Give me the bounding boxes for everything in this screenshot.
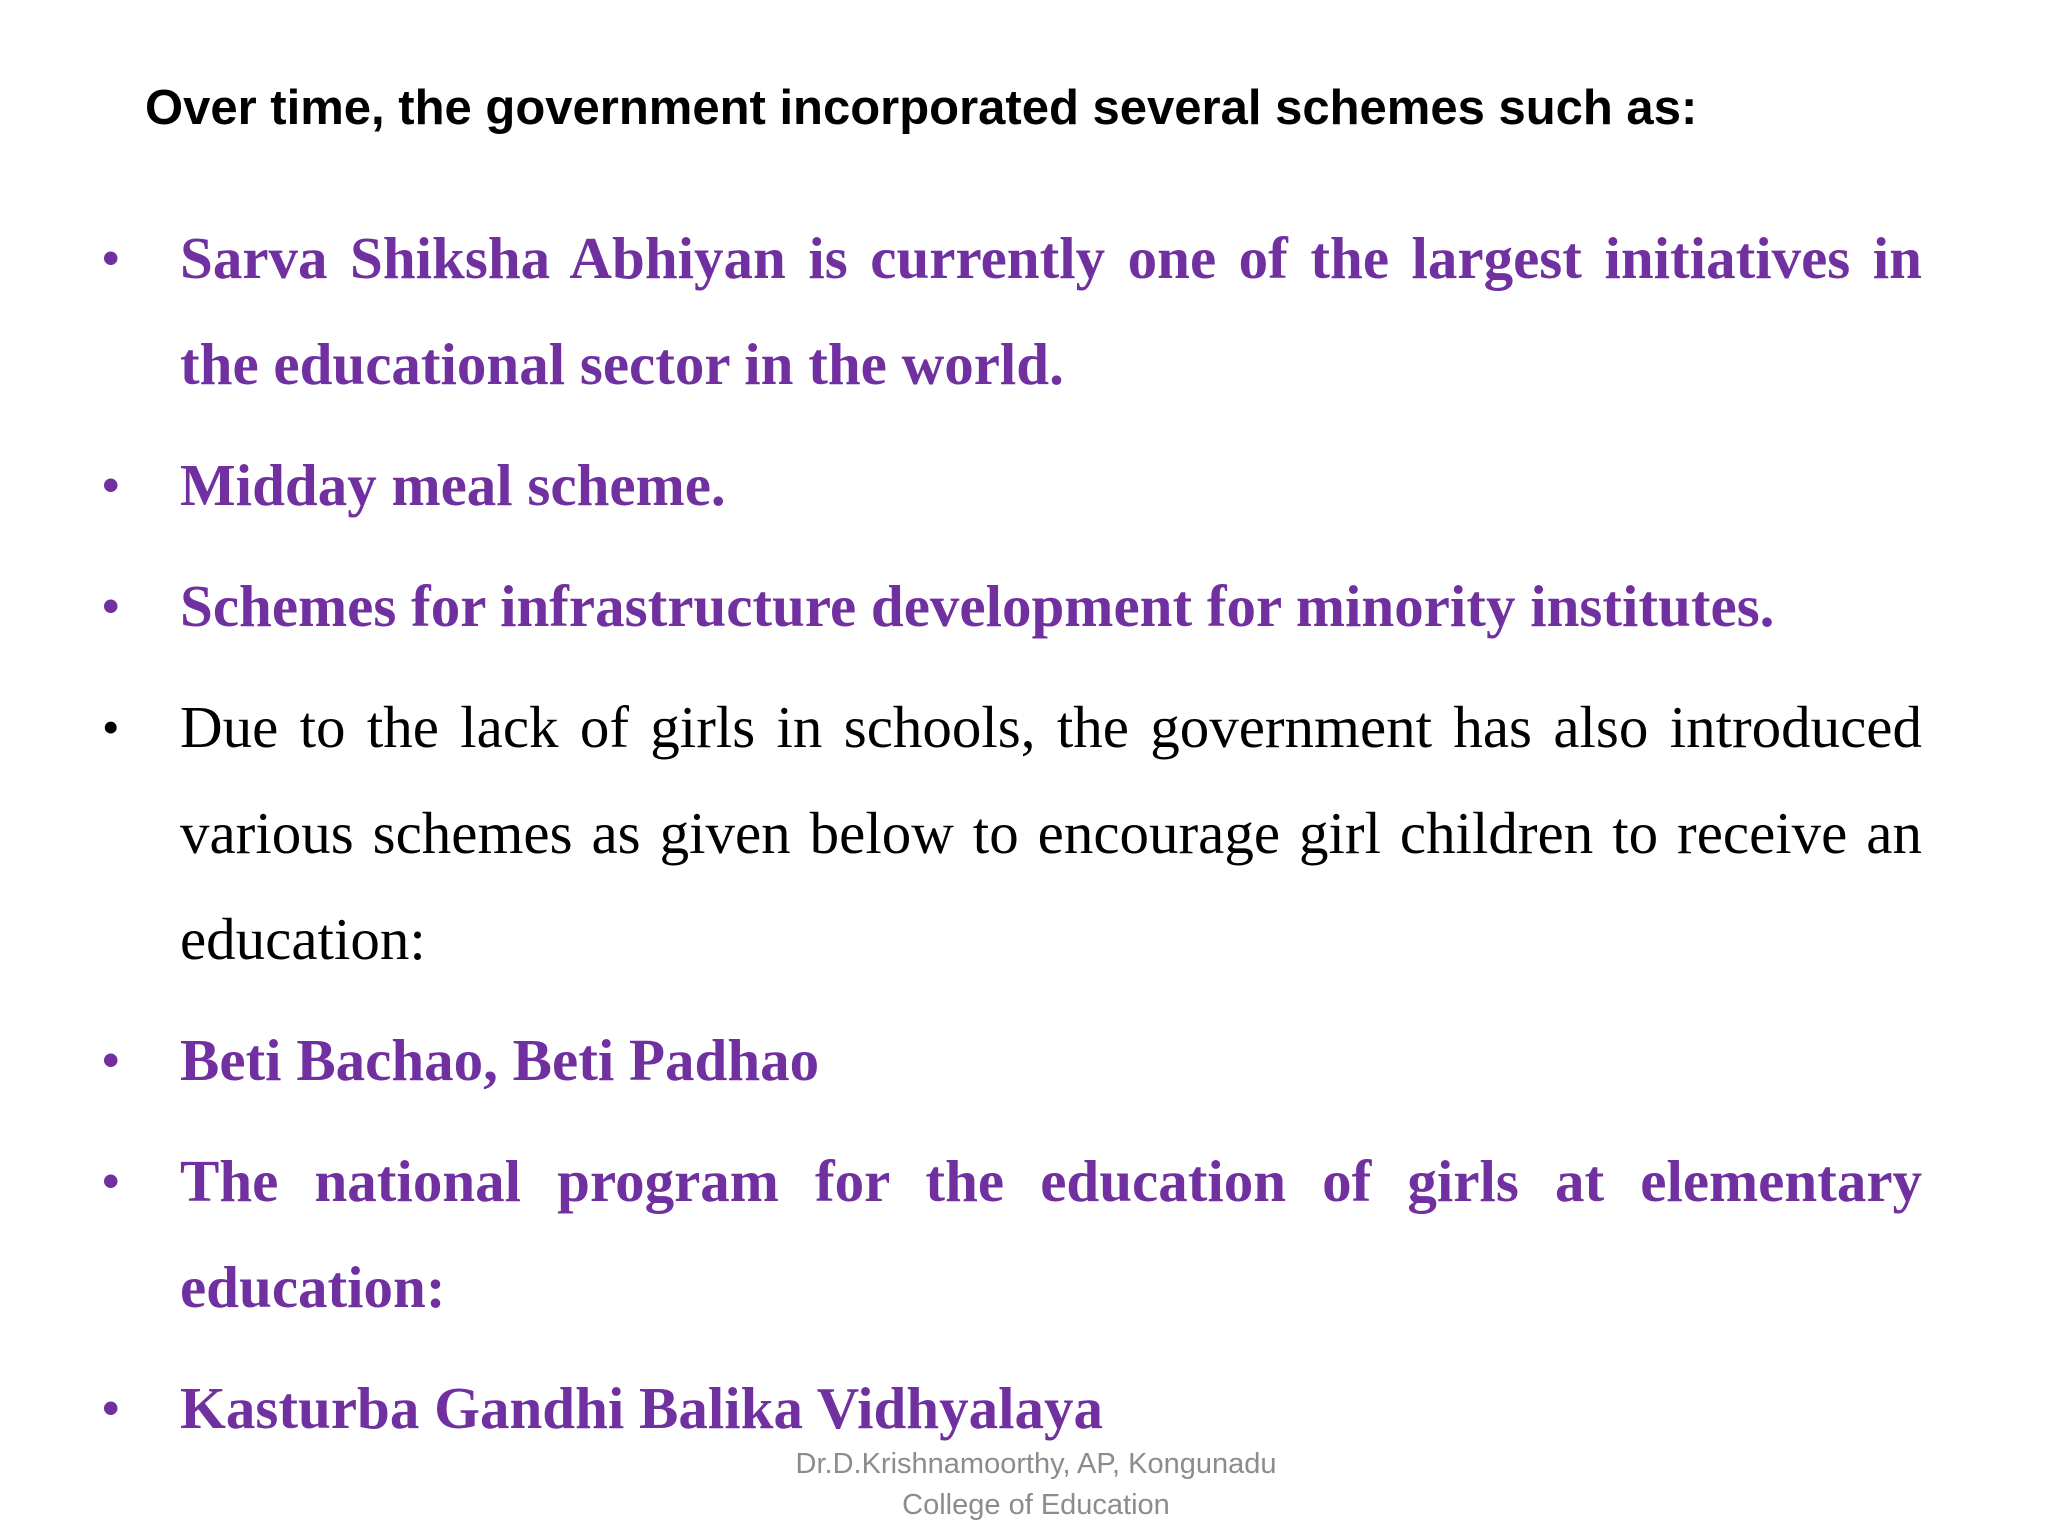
list-item-beti-bachao [100, 1007, 1922, 1113]
bullet-icon: • [102, 1380, 120, 1436]
list-item-text: Kasturba Gandhi Balika Vidhyalaya [180, 1375, 1103, 1441]
list-item-sarva-shiksha-abhiyan [100, 205, 1922, 417]
list-item-girls-education-intro [100, 674, 1922, 992]
bullet-icon: • [102, 578, 120, 634]
list-item-text: Midday meal scheme. [180, 452, 726, 518]
slide-footer [736, 1444, 1336, 1526]
slide-heading: Over time, the government incorporated several schemes such as: [145, 81, 1698, 135]
list-item-infrastructure-schemes [100, 553, 1922, 659]
list-item-text: Beti Bachao, Beti Padhao [180, 1027, 820, 1093]
list-item-midday-meal [100, 432, 1922, 538]
bullet-icon: • [102, 1153, 120, 1209]
footer-line-author: Dr.D.Krishnamoorthy, AP, Kongunadu [795, 1448, 1277, 1480]
list-item-text: The national program for the education of girls at elementary education: [180, 1148, 1922, 1320]
bullet-list [100, 205, 1922, 1476]
list-item-text: Due to the lack of girls in schools, the government has also introduced various schemes as given below to encourage girl children to receive an education: [180, 694, 1922, 972]
bullet-icon: • [102, 699, 120, 755]
list-item-text: Sarva Shiksha Abhiyan is currently one of the largest initiatives in the educational sector in the world. [180, 225, 1922, 397]
bullet-icon: • [102, 230, 120, 286]
footer-line-institution: College of Education [902, 1489, 1170, 1521]
list-item-national-program [100, 1128, 1922, 1340]
list-item-text: Schemes for infrastructure development for minority institutes. [180, 573, 1775, 639]
bullet-icon: • [102, 1032, 120, 1088]
bullet-icon: • [102, 457, 120, 513]
